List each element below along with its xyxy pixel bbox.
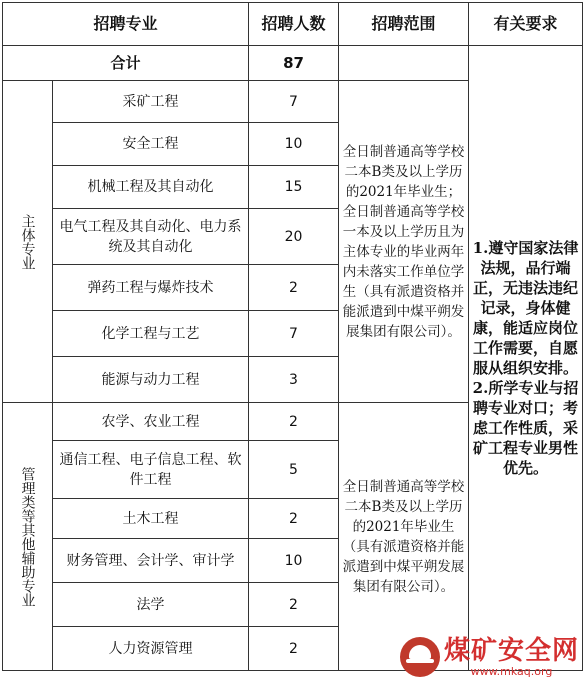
count-cell: 15	[249, 166, 339, 209]
header-scope: 招聘范围	[339, 3, 469, 46]
total-value: 87	[249, 46, 339, 81]
count-cell: 2	[249, 265, 339, 311]
count-cell: 2	[249, 499, 339, 539]
watermark-url: www.mkaq.org	[470, 665, 553, 678]
header-row	[3, 3, 583, 46]
major-cell: 法学	[53, 583, 249, 627]
count-cell: 7	[249, 81, 339, 123]
count-cell: 10	[249, 539, 339, 583]
total-label: 合计	[3, 46, 249, 81]
major-cell: 化学工程与工艺	[53, 311, 249, 357]
count-cell: 2	[249, 583, 339, 627]
header-count: 招聘人数	[249, 3, 339, 46]
major-cell: 土木工程	[53, 499, 249, 539]
group-label-main	[3, 81, 53, 403]
major-cell: 农学、农业工程	[53, 403, 249, 441]
group-label-other	[3, 403, 53, 671]
safety-helmet-icon	[400, 637, 440, 677]
count-cell: 20	[249, 209, 339, 265]
major-cell: 能源与动力工程	[53, 357, 249, 403]
count-cell: 3	[249, 357, 339, 403]
count-cell: 7	[249, 311, 339, 357]
requirements-cell: 1.遵守国家法律法规，品行端正，无违法违纪记录，身体健康，能适应岗位工作需要，自愿服从组织安排。 2.所学专业与招聘专业对口；考虑工作性质，采矿工程专业男性优先。	[469, 46, 583, 671]
watermark-text	[444, 636, 579, 678]
total-scope-empty	[339, 46, 469, 81]
scope-cell-main: 全日制普通高等学校二本B类及以上学历的2021年毕业生；全日制普通高等学校一本及以上学历且为主体专业的毕业两年内未落实工作单位学生（具有派遣资格并能派遣到中煤平朔发展集团有限公司）。	[339, 81, 469, 403]
major-cell: 弹药工程与爆炸技术	[53, 265, 249, 311]
major-cell: 电气工程及其自动化、电力系统及其自动化	[53, 209, 249, 265]
major-cell: 安全工程	[53, 123, 249, 166]
count-cell: 2	[249, 627, 339, 671]
count-cell: 2	[249, 403, 339, 441]
major-cell: 采矿工程	[53, 81, 249, 123]
major-cell: 机械工程及其自动化	[53, 166, 249, 209]
scope-cell-other: 全日制普通高等学校二本B类及以上学历的2021年毕业生（具有派遣资格并能派遣到中煤平朔发展集团有限公司）。	[339, 403, 469, 671]
group-name: 管理类等其他辅助专业	[19, 466, 36, 607]
major-cell: 通信工程、电子信息工程、软件工程	[53, 441, 249, 499]
header-major: 招聘专业	[3, 3, 249, 46]
recruitment-table	[2, 2, 583, 671]
major-cell: 财务管理、会计学、审计学	[53, 539, 249, 583]
header-requirements: 有关要求	[469, 3, 583, 46]
count-cell: 5	[249, 441, 339, 499]
total-row	[3, 46, 583, 81]
major-cell: 人力资源管理	[53, 627, 249, 671]
site-watermark	[400, 633, 579, 681]
count-cell: 10	[249, 123, 339, 166]
watermark-title: 煤矿安全网	[443, 636, 579, 666]
group-name: 主体专业	[19, 213, 36, 270]
